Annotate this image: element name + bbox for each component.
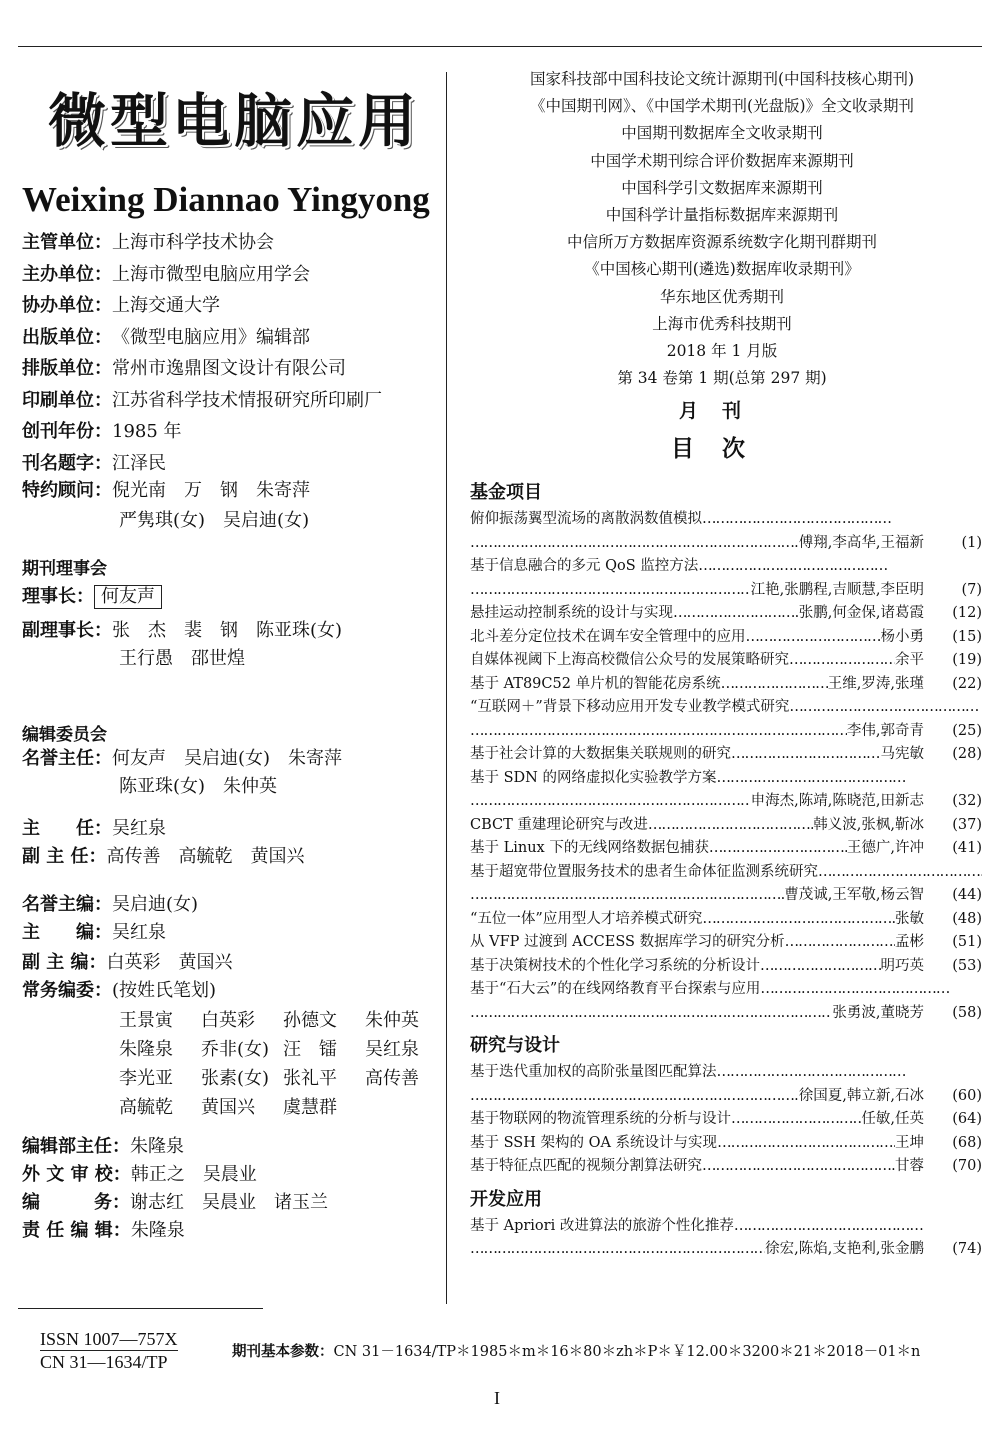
hon-director-name: 朱仲英 xyxy=(223,776,278,797)
standing-editor-name: 朱隆泉 xyxy=(119,1039,173,1060)
hon-director-name: 陈亚珠(女) xyxy=(119,776,206,797)
indexing-column xyxy=(452,66,992,470)
vice-editor-name: 黄国兴 xyxy=(178,952,233,973)
article-authors: 江艳,张鹏程,吉顺慧,李臣明 xyxy=(750,581,924,598)
category-development-application: 开发应用 xyxy=(470,1188,542,1210)
info-label: 刊名题字： xyxy=(22,452,112,474)
vice-chair-name: 张 杰 xyxy=(112,620,166,641)
info-label: 主办单位： xyxy=(22,263,112,285)
journal-title-en: Weixing Diannao Yingyong xyxy=(22,180,430,219)
hon-director-name: 吴启迪(女) xyxy=(184,748,271,769)
dot-leader xyxy=(470,579,751,603)
info-value: 上海市微型电脑应用学会 xyxy=(112,263,310,285)
toc-entry[interactable] xyxy=(470,978,982,1025)
dot-leader xyxy=(746,626,881,650)
journal-title-cn: 微型电脑应用 xyxy=(48,87,421,155)
standing-editor-name: 李光亚 xyxy=(119,1068,173,1089)
article-title: 基于特征点匹配的视频分割算法研究 xyxy=(470,1158,702,1174)
hon-director-names-2 xyxy=(119,774,295,800)
dot-leader xyxy=(470,532,799,556)
editorial-affairs-label: 编 务： xyxy=(22,1192,130,1213)
info-value: 江泽民 xyxy=(112,452,166,474)
indexing-line: 国家科技部中国科技论文统计源期刊(中国科技核心期刊) xyxy=(529,70,915,88)
standing-editor-name: 孙德文 xyxy=(283,1010,337,1031)
standing-editor-name: 吴红泉 xyxy=(365,1039,419,1060)
info-label: 排版单位： xyxy=(22,358,112,379)
indexing-line: 中信所万方数据库资源系统数字化期刊群期刊 xyxy=(566,233,877,252)
toc-entry[interactable] xyxy=(470,1155,982,1179)
category-funded-projects: 基金项目 xyxy=(470,482,542,503)
dot-leader xyxy=(470,1085,799,1109)
editor-in-chief-name: 吴红泉 xyxy=(112,922,166,943)
indexing-line: 上海市优秀科技期刊 xyxy=(652,314,792,333)
article-authors: 曹茂诚,王军敬,杨云智 xyxy=(784,887,924,903)
article-page: (53) xyxy=(952,957,982,974)
article-page: (22) xyxy=(952,675,982,692)
page-number: I xyxy=(494,1388,500,1408)
toc-entry[interactable] xyxy=(470,696,982,743)
issn-block xyxy=(40,1328,178,1373)
standing-editors-label: 常务编委： xyxy=(22,980,112,1001)
director-row xyxy=(22,816,166,842)
article-authors: 王维,罗涛,张瑾 xyxy=(827,675,924,692)
article-title: 基于物联网的物流管理系统的分析与设计 xyxy=(470,1111,731,1127)
standing-editors-line xyxy=(119,1008,447,1034)
dot-leader xyxy=(731,1108,861,1132)
article-authors: 韩义波,张枫,靳冰 xyxy=(813,816,924,833)
vice-director-label: 副 主 任： xyxy=(22,846,107,867)
info-label: 创刊年份： xyxy=(22,421,112,442)
hon-director-row-2 xyxy=(119,774,295,800)
vice-editor-row xyxy=(22,950,251,976)
standing-editor-name: 朱仲英 xyxy=(365,1010,419,1031)
dot-leader xyxy=(760,955,881,979)
foreign-review-names xyxy=(131,1162,275,1188)
info-value: 江苏省科学技术情报研究所印刷厂 xyxy=(112,389,382,411)
article-authors: 申海杰,陈靖,陈晓范,田新志 xyxy=(750,793,924,809)
dot-leader xyxy=(673,602,799,626)
article-title: 基于决策树技术的个性化学习系统的分析设计 xyxy=(470,957,760,974)
vice-chair-row xyxy=(22,618,360,644)
article-authors: 徐国夏,韩立新,石冰 xyxy=(798,1087,924,1104)
info-value: 《微型电脑应用》编辑部 xyxy=(112,326,310,348)
toc-entry[interactable] xyxy=(470,814,982,838)
article-page: (12) xyxy=(952,605,982,621)
vice-editor-name: 白英彩 xyxy=(106,952,161,973)
foreign-reviewer-name: 吴晨业 xyxy=(202,1164,257,1185)
info-row xyxy=(22,419,182,445)
toc-entry[interactable] xyxy=(470,602,982,626)
standing-editor-name: 张礼平 xyxy=(283,1068,337,1089)
editor-in-chief-row xyxy=(22,920,166,946)
article-page: (60) xyxy=(952,1087,982,1104)
indexing-line: 中国期刊数据库全文收录期刊 xyxy=(621,124,823,143)
article-title: 基于信息融合的多元 QoS 监控方法 xyxy=(470,558,699,574)
standing-editor-name: 白英彩 xyxy=(201,1010,255,1031)
toc-entry[interactable] xyxy=(470,931,982,955)
hon-director-names xyxy=(112,746,360,772)
article-authors: 马宪敏 xyxy=(880,746,924,762)
indexing-line: 《中国核心期刊(遴选)数据库收录期刊》 xyxy=(584,260,860,279)
article-page: (74) xyxy=(952,1241,982,1257)
toc-entry[interactable] xyxy=(470,1108,982,1132)
advisors-names xyxy=(112,478,328,504)
article-title: “五位一体”应用型人才培养模式研究 xyxy=(470,910,703,927)
info-value: 常州市逸鼎图文设计有限公司 xyxy=(112,358,346,379)
council-heading: 期刊理事会 xyxy=(22,559,107,579)
responsible-editor-label: 责 任 编 辑： xyxy=(22,1220,131,1241)
dot-leader xyxy=(470,884,784,908)
article-authors: 明巧英 xyxy=(880,957,924,974)
journal-params xyxy=(232,1340,920,1361)
article-authors: 余平 xyxy=(895,652,924,668)
advisors-row-2 xyxy=(119,508,327,534)
dot-leader xyxy=(470,1238,765,1262)
dot-leader xyxy=(721,673,828,697)
editorial-affairs-names xyxy=(130,1190,346,1216)
director-label: 主 任： xyxy=(22,818,112,839)
dot-leader xyxy=(789,696,979,720)
standing-editor-name: 高毓乾 xyxy=(119,1097,173,1118)
article-page: (68) xyxy=(952,1134,982,1151)
article-page: (48) xyxy=(952,910,982,927)
params-label: 期刊基本参数： xyxy=(232,1344,334,1360)
dot-leader xyxy=(648,814,813,838)
standing-editor-name: 黄国兴 xyxy=(201,1097,255,1118)
article-title: 俯仰振荡翼型流场的离散涡数值模拟 xyxy=(470,511,702,527)
dot-leader xyxy=(470,1002,832,1026)
article-page: (7) xyxy=(961,581,982,598)
standing-editor-name: 虞慧群 xyxy=(283,1097,337,1118)
advisor-name: 倪光南 xyxy=(112,480,166,501)
standing-editor-name: 王景寅 xyxy=(119,1010,173,1031)
masthead-info xyxy=(22,230,442,1330)
issn-number: ISSN 1007—757X xyxy=(40,1329,178,1349)
footer-rule xyxy=(18,1308,263,1309)
toc-entry[interactable] xyxy=(470,555,982,602)
toc-entry[interactable] xyxy=(470,908,982,932)
dot-leader xyxy=(709,837,847,861)
foreign-reviewer-name: 韩正之 xyxy=(130,1164,185,1185)
article-title: 悬挂运动控制系统的设计与实现 xyxy=(470,605,673,621)
article-title: 基于 Apriori 改进算法的旅游个性化推荐 xyxy=(470,1217,734,1234)
article-page: (25) xyxy=(952,722,982,739)
dot-leader xyxy=(785,931,895,955)
toc-entry[interactable] xyxy=(470,649,982,673)
dot-leader xyxy=(698,555,888,579)
article-authors: 张勇波,董晓芳 xyxy=(832,1004,924,1021)
vice-chair-row-2 xyxy=(119,646,263,672)
toc-title: 目次 xyxy=(671,436,773,463)
standing-editor-name: 乔非(女) xyxy=(201,1039,270,1060)
article-title: 基于 AT89C52 单片机的智能花房系统 xyxy=(470,675,721,692)
toc-entry[interactable] xyxy=(470,955,982,979)
hon-director-name: 何友声 xyxy=(112,748,166,769)
dot-leader xyxy=(470,720,847,744)
standing-editors-line xyxy=(119,1095,365,1121)
info-value: 上海市科学技术协会 xyxy=(112,232,274,253)
advisor-name: 朱寄萍 xyxy=(256,480,310,501)
indexing-line: 华东地区优秀期刊 xyxy=(659,287,784,306)
director-name: 吴红泉 xyxy=(112,818,166,839)
dot-leader xyxy=(818,861,982,885)
article-title: 自媒体视阈下上海高校微信公众号的发展策略研究 xyxy=(470,652,789,668)
dept-head-row xyxy=(22,1134,184,1160)
toc-entry[interactable] xyxy=(470,767,982,814)
indexing-line: 中国学术期刊综合评价数据库来源期刊 xyxy=(590,151,854,170)
chair-row xyxy=(22,584,162,610)
dept-head-label: 编辑部主任： xyxy=(22,1136,130,1157)
foreign-review-row xyxy=(22,1162,275,1188)
article-title: 基于社会计算的大数据集关联规则的研究 xyxy=(470,746,731,762)
hon-editor-row xyxy=(22,892,198,918)
vice-director-name: 黄国兴 xyxy=(250,846,305,867)
dot-leader xyxy=(760,978,950,1002)
article-page: (19) xyxy=(952,652,982,668)
toc-entry[interactable] xyxy=(470,837,982,861)
indexing-line: 2018 年 1 月版 xyxy=(666,341,778,360)
article-title: 北斗差分定位技术在调车安全管理中的应用 xyxy=(470,628,746,645)
article-authors: 甘蓉 xyxy=(895,1158,924,1174)
article-title: 基于“石大云”的在线网络教育平台探索与应用 xyxy=(470,981,761,997)
info-row xyxy=(22,262,310,288)
info-row xyxy=(22,293,220,319)
chair-name: 何友声 xyxy=(94,585,162,609)
article-authors: 王坤 xyxy=(895,1134,924,1151)
article-page: (15) xyxy=(952,628,982,645)
info-label: 印刷单位： xyxy=(22,389,112,411)
info-label: 主管单位： xyxy=(22,232,112,253)
vice-chair-name: 裴 钢 xyxy=(184,620,238,641)
standing-editors-line xyxy=(119,1037,447,1063)
vice-director-names xyxy=(107,844,323,870)
article-title: 基于迭代重加权的高阶张量图匹配算法 xyxy=(470,1064,717,1080)
vice-director-row xyxy=(22,844,323,870)
vice-chair-name: 王行愚 xyxy=(119,648,173,669)
advisor-name: 严隽琪(女) xyxy=(119,510,206,531)
dot-leader xyxy=(702,908,895,932)
article-page: (41) xyxy=(952,840,982,856)
article-page: (64) xyxy=(952,1111,982,1127)
standing-editor-name: 汪 镭 xyxy=(283,1039,337,1060)
vice-chair-name: 邵世煌 xyxy=(191,648,245,669)
hon-director-name: 朱寄萍 xyxy=(288,748,343,769)
article-title: “互联网＋”背景下移动应用开发专业教学模式研究 xyxy=(470,699,790,715)
vice-chair-names xyxy=(112,618,360,644)
article-page: (51) xyxy=(952,934,982,950)
advisors-names-2 xyxy=(119,508,327,534)
vice-director-name: 高传善 xyxy=(106,846,161,867)
responsible-editor-row xyxy=(22,1218,185,1244)
advisor-name: 万 钢 xyxy=(184,480,238,501)
dot-leader xyxy=(702,508,892,532)
article-title: 基于 SDN 的网络虚拟化实验教学方案 xyxy=(470,769,717,786)
info-row xyxy=(22,356,346,382)
hon-editor-name: 吴启迪(女) xyxy=(112,894,199,915)
toc-entry[interactable] xyxy=(470,1215,982,1262)
top-rule xyxy=(18,46,982,47)
dot-leader xyxy=(702,1155,895,1179)
editorial-staff-name: 谢志红 xyxy=(130,1192,184,1213)
vice-editor-label: 副 主 编： xyxy=(22,952,107,973)
article-page: (28) xyxy=(952,746,982,762)
editorial-staff-name: 诸玉兰 xyxy=(274,1192,328,1213)
category-research-design: 研究与设计 xyxy=(470,1035,560,1056)
dot-leader xyxy=(470,790,751,814)
standing-editors-row xyxy=(22,978,216,1004)
info-value: 1985 年 xyxy=(112,421,182,442)
article-title: 从 VFP 过渡到 ACCESS 数据库学习的研究分析 xyxy=(470,934,785,950)
dot-leader xyxy=(731,743,881,767)
indexing-line: 中国科学计量指标数据库来源期刊 xyxy=(605,205,839,224)
dot-leader xyxy=(789,649,895,673)
column-divider xyxy=(446,72,447,1304)
article-title: CBCT 重建理论研究与改进 xyxy=(470,816,648,833)
article-page: (37) xyxy=(952,816,982,833)
article-page: (70) xyxy=(952,1158,982,1174)
article-authors: 王德广,许冲 xyxy=(846,840,924,856)
table-of-contents xyxy=(470,478,982,1262)
dept-head-name: 朱隆泉 xyxy=(130,1136,184,1157)
responsible-editor-name: 朱隆泉 xyxy=(130,1220,185,1241)
editorial-affairs-row xyxy=(22,1190,346,1216)
article-authors: 张敏 xyxy=(895,910,924,927)
standing-editor-name: 张素(女) xyxy=(201,1068,270,1089)
standing-editors-line xyxy=(119,1066,447,1092)
toc-entry[interactable] xyxy=(470,743,982,767)
article-title: 基于 Linux 下的无线网络数据包捕获 xyxy=(470,840,709,856)
vice-chair-names-2 xyxy=(119,646,263,672)
article-authors: 李伟,郭奇青 xyxy=(846,722,924,739)
indexing-line: 《中国期刊网》、《中国学术期刊(光盘版)》全文收录期刊 xyxy=(529,97,915,116)
cn-number: CN 31—1634/TP xyxy=(40,1352,168,1372)
info-row xyxy=(22,451,166,477)
frequency-label: 月刊 xyxy=(678,400,765,423)
info-label: 协办单位： xyxy=(22,295,112,316)
info-row xyxy=(22,325,310,351)
article-authors: 任敏,任英 xyxy=(861,1111,924,1127)
toc-entry[interactable] xyxy=(470,1132,982,1156)
editorial-staff-name: 吴晨业 xyxy=(202,1192,256,1213)
vice-director-name: 高毓乾 xyxy=(178,846,233,867)
article-page: (1) xyxy=(961,534,982,551)
article-authors: 张鹏,何金保,诸葛霞 xyxy=(798,605,924,621)
toc-entry[interactable] xyxy=(470,626,982,650)
hon-director-row xyxy=(22,746,360,772)
article-title: 基于 SSH 架构的 OA 系统设计与实现 xyxy=(470,1134,718,1151)
standing-editors-note: (按姓氏笔划) xyxy=(112,980,217,1001)
article-authors: 孟彬 xyxy=(895,934,924,950)
dot-leader xyxy=(734,1215,924,1239)
toc-entry[interactable] xyxy=(470,861,982,908)
article-title: 基于超宽带位置服务技术的患者生命体征监测系统研究 xyxy=(470,863,818,880)
toc-entry[interactable] xyxy=(470,1061,982,1108)
info-row xyxy=(22,230,274,256)
indexing-line: 第 34 卷第 1 期(总第 297 期) xyxy=(617,369,827,388)
indexing-line: 中国科学引文数据库来源期刊 xyxy=(621,178,823,197)
vice-chair-label: 副理事长： xyxy=(22,620,112,641)
hon-director-label: 名誉主任： xyxy=(22,748,112,769)
board-heading: 编辑委员会 xyxy=(22,725,107,745)
article-authors: 杨小勇 xyxy=(880,628,924,645)
standing-editor-name: 高传善 xyxy=(365,1068,419,1089)
foreign-review-label: 外 文 审 校： xyxy=(22,1164,131,1185)
chair-label: 理事长： xyxy=(22,586,94,607)
info-value: 上海交通大学 xyxy=(112,295,220,316)
advisor-name: 吴启迪(女) xyxy=(223,510,310,531)
article-page: (44) xyxy=(952,887,982,903)
article-page: (32) xyxy=(952,793,982,809)
article-authors: 徐宏,陈焰,支艳利,张金鹏 xyxy=(765,1241,924,1257)
advisors-label: 特约顾问： xyxy=(22,480,112,501)
dot-leader xyxy=(717,1061,907,1085)
vice-chair-name: 陈亚珠(女) xyxy=(256,620,343,641)
advisors-row xyxy=(22,478,328,504)
params-value: CN 31－1634/TP＊1985＊m＊16＊80＊zh＊P＊￥12.00＊3200＊21＊2018－01＊n xyxy=(333,1344,921,1360)
toc-entry[interactable] xyxy=(470,508,982,555)
toc-entry[interactable] xyxy=(470,673,982,697)
indexing-lines xyxy=(452,66,992,392)
hon-editor-label: 名誉主编： xyxy=(22,894,112,915)
article-page: (58) xyxy=(952,1004,982,1021)
vice-editor-names xyxy=(107,950,251,976)
masthead-column xyxy=(22,70,442,1330)
editor-in-chief-label: 主 编： xyxy=(22,922,112,943)
dot-leader xyxy=(716,767,906,791)
dot-leader xyxy=(717,1132,895,1156)
article-authors: 傅翔,李高华,王福新 xyxy=(798,534,924,551)
info-row xyxy=(22,388,382,414)
info-label: 出版单位： xyxy=(22,326,112,348)
